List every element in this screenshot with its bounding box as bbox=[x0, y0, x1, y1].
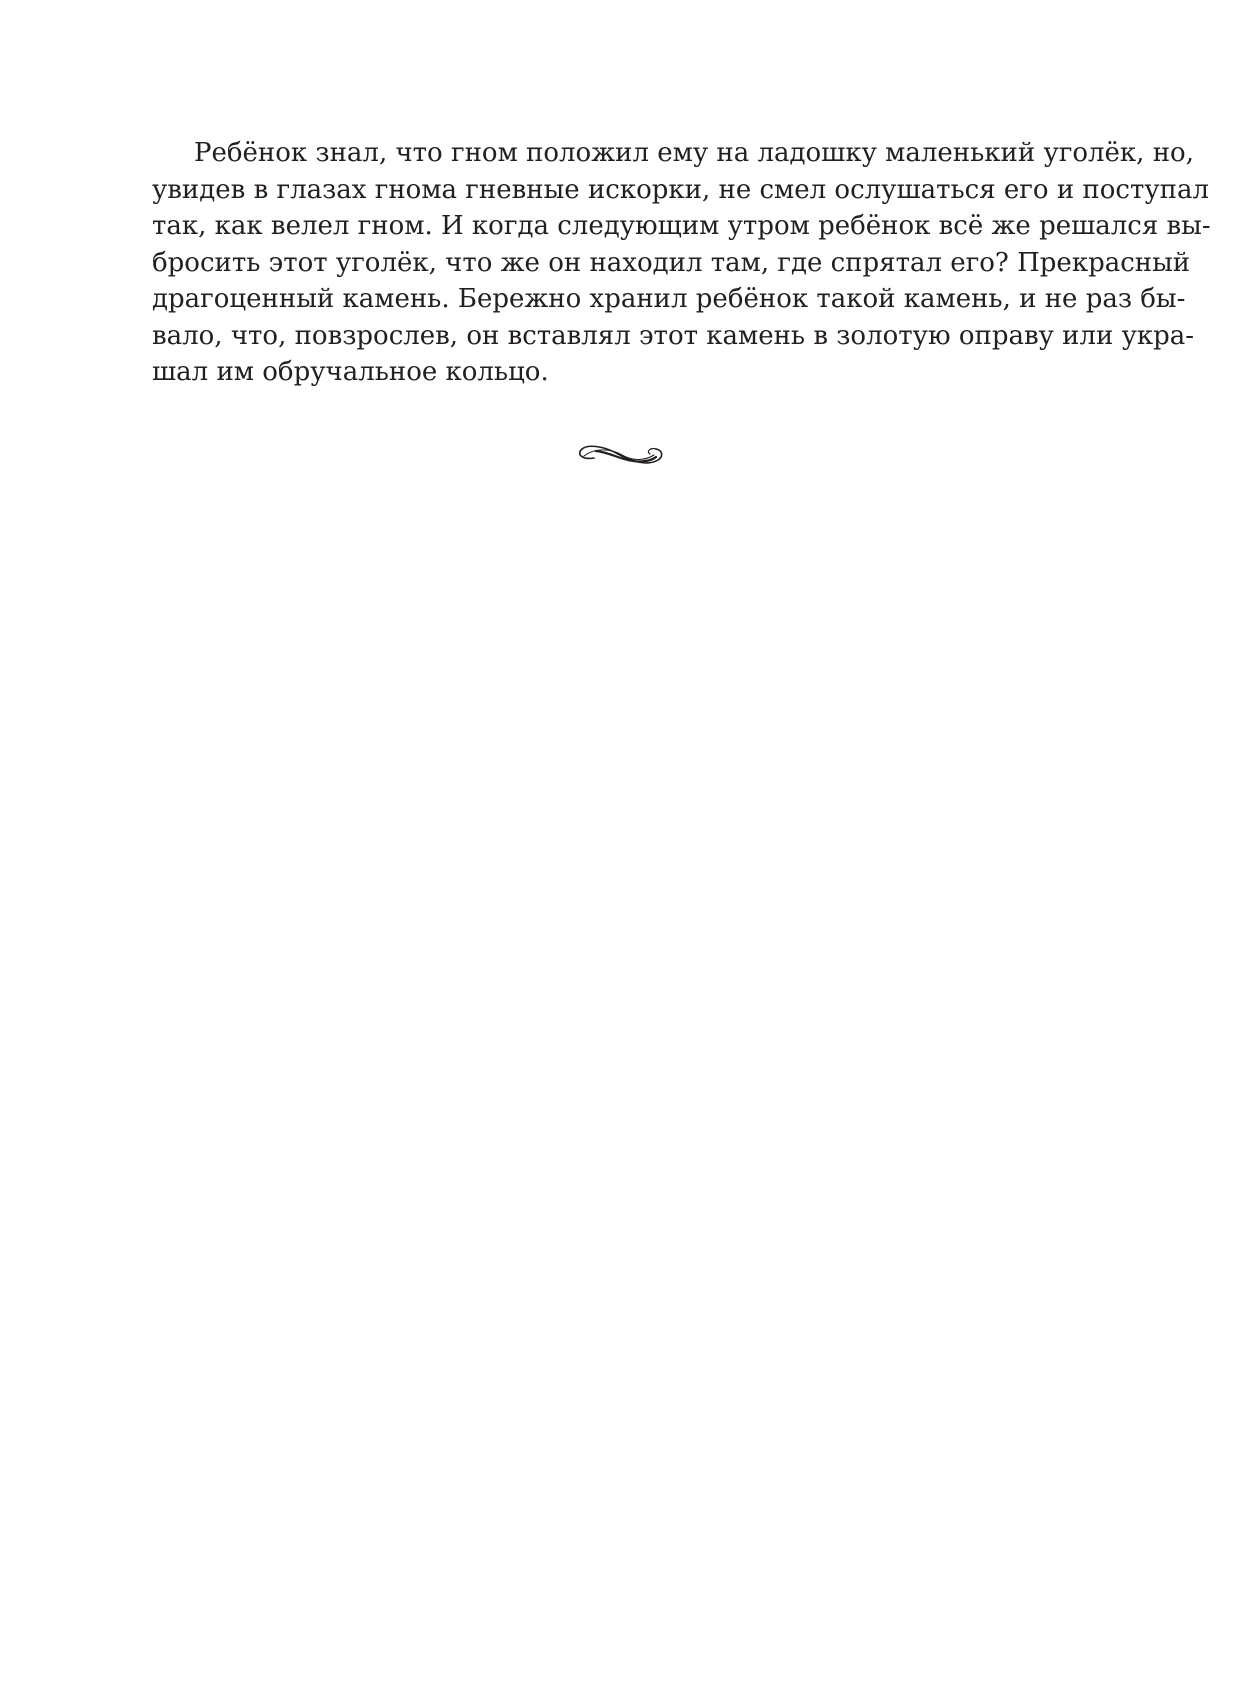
body-paragraph bbox=[152, 135, 1211, 391]
paragraph-line: так, как велел гном. И когда следующим утром ребёнок всё же решался вы- bbox=[152, 211, 1211, 241]
paragraph-line: Ребёнок знал, что гном положил ему на ладошку маленький уголёк, но, bbox=[194, 138, 1194, 168]
paragraph-line: увидев в глазах гнома гневные искорки, не смел ослушаться его и поступал bbox=[152, 174, 1209, 205]
paragraph-line: драгоценный камень. Бережно хранил ребёнок такой камень, и не раз бы- bbox=[152, 284, 1186, 314]
flourish-ornament-icon bbox=[574, 438, 666, 470]
paragraph-line: вало, что, повзрослев, он вставлял этот камень в золотую оправу или укра- bbox=[152, 320, 1195, 351]
paragraph-line: бросить этот уголёк, что же он находил там, где спрятал его? Прекрасный bbox=[152, 247, 1191, 278]
paragraph-line: шал им обручальное кольцо. bbox=[152, 357, 549, 387]
